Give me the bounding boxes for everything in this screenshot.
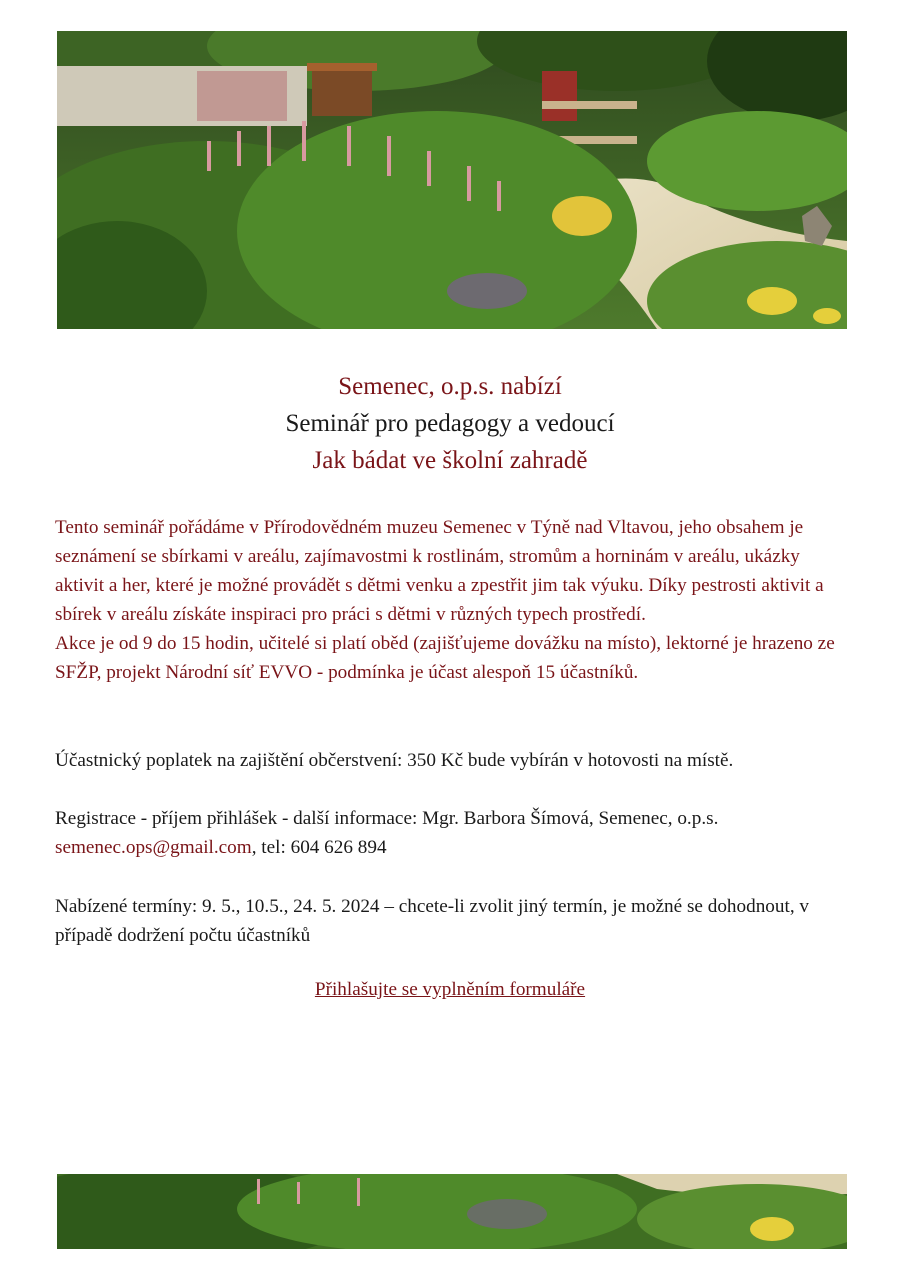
intro-paragraph-1: Tento seminář pořádáme v Přírodovědném muzeu Semenec v Týně nad Vltavou, jeho obsahem je seznámení se sbírkami v areálu, zajímavostmi k rostlinám, stromům a horninám v areálu, ukázky aktivit a her, které je možné provádět s dětmi venku a zpestřit jim tak výuku. Díky pestrosti aktivit a sbírek v areálu získáte inspiraci pro práci s dětmi v různých typech prostředí. (55, 517, 824, 625)
intro-text (55, 513, 845, 687)
phone-text: , tel: 604 626 894 (251, 837, 387, 858)
dates-text: Nabízené termíny: 9. 5., 10.5., 24. 5. 2024 – chcete-li zvolit jiný termín, je možné se dohodnout, v případě dodržení počtu účastníků (55, 896, 810, 946)
signup-line (0, 975, 900, 1004)
garden-photo-top (57, 31, 847, 329)
registration-text (55, 804, 845, 862)
email-link[interactable]: semenec.ops@gmail.com (55, 837, 252, 858)
seminar-line: Seminář pro pedagogy a vedoucí (285, 410, 615, 437)
title-block (0, 368, 900, 479)
organization-line: Semenec, o.p.s. nabízí (338, 373, 562, 400)
garden-image (57, 31, 847, 329)
signup-form-link[interactable]: Přihlašujte se vyplněním formuláře (314, 979, 586, 1000)
registration-label: Registrace - příjem přihlášek - další informace: Mgr. Barbora Šímová, Semenec, o.p.s. (55, 808, 719, 829)
topic-line: Jak bádat ve školní zahradě (312, 447, 588, 474)
garden-image-strip (57, 1174, 847, 1249)
fee-text: Účastnický poplatek na zajištění občerstvení: 350 Kč bude vybírán v hotovosti na místě. (55, 750, 734, 771)
garden-photo-bottom (57, 1174, 847, 1249)
intro-paragraph-2: Akce je od 9 do 15 hodin, učitelé si platí oběd (zajišťujeme dovážku na místo), lektorné je hrazeno ze SFŽP, projekt Národní síť EVVO - podmínka je účast alespoň 15 účastníků. (55, 633, 835, 683)
